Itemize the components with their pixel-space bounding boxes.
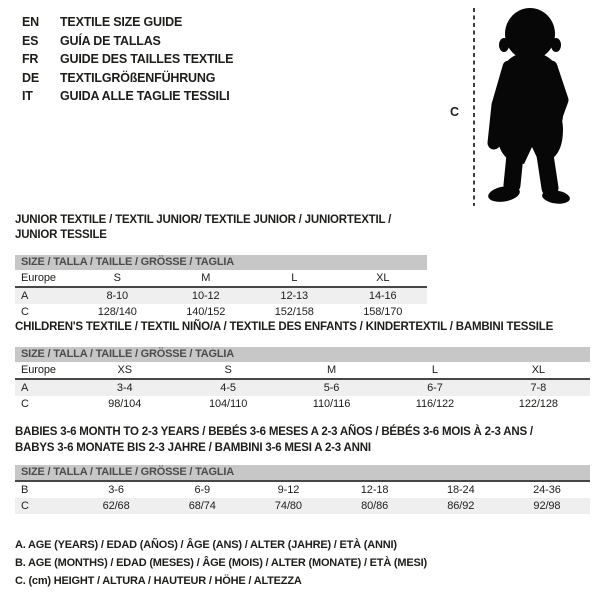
cell: 158/170 bbox=[363, 306, 403, 318]
note-a: A. AGE (YEARS) / EDAD (AÑOS) / ÂGE (ANS) / ALTER (JAHRE) / ETÀ (ANNI) bbox=[15, 539, 397, 551]
section-title-line-2: BABYS 3-6 MONATE BIS 2-3 JAHRE / BAMBINI 3-6 MESI A 2-3 ANNI bbox=[15, 442, 371, 454]
lang-row-es bbox=[22, 32, 233, 51]
height-measure-dashed-line bbox=[473, 8, 475, 206]
cell: 86/92 bbox=[447, 500, 475, 512]
table-row bbox=[15, 396, 590, 412]
lang-code: EN bbox=[22, 15, 39, 30]
size-table-junior bbox=[15, 255, 427, 320]
cell: 92/98 bbox=[533, 500, 561, 512]
cell: 68/74 bbox=[188, 500, 216, 512]
table-row bbox=[15, 304, 427, 320]
cell: 8-10 bbox=[106, 290, 129, 302]
section-title-line-1: BABIES 3-6 MONTH TO 2-3 YEARS / BEBÉS 3-6 MESES A 2-3 AÑOS / BÉBÉS 3-6 MOIS À 2-3 ANS / bbox=[15, 426, 533, 438]
baby-silhouette-icon bbox=[483, 5, 575, 207]
lang-code: IT bbox=[22, 89, 33, 104]
lang-row-it bbox=[22, 87, 233, 106]
size-header-bar: SIZE / TALLA / TAILLE / GRÖSSE / TAGLIA bbox=[15, 465, 590, 480]
cell: 6-7 bbox=[427, 382, 443, 394]
cell: 12-18 bbox=[360, 484, 389, 496]
cell: 10-12 bbox=[191, 290, 220, 302]
cell: M bbox=[201, 272, 211, 284]
cell: 98/104 bbox=[108, 398, 142, 410]
row-label: C bbox=[21, 500, 29, 512]
section-title bbox=[15, 424, 590, 456]
lang-title: GUIDA ALLE TAGLIE TESSILI bbox=[60, 89, 230, 104]
cell: 5-6 bbox=[323, 382, 340, 394]
legend-notes bbox=[15, 536, 427, 590]
lang-row-en bbox=[22, 13, 233, 32]
babies-textile-section bbox=[15, 424, 590, 514]
table-row bbox=[15, 380, 590, 396]
size-header-bar: SIZE / TALLA / TAILLE / GRÖSSE / TAGLIA bbox=[15, 347, 590, 362]
cell: XL bbox=[531, 364, 545, 376]
table-row bbox=[15, 482, 590, 498]
lang-code: DE bbox=[22, 70, 39, 85]
lang-title: TEXTILGRÖßENFÜHRUNG bbox=[60, 70, 216, 85]
cell: 7-8 bbox=[530, 382, 547, 394]
height-measure-label: C bbox=[450, 105, 460, 119]
cell: XL bbox=[376, 272, 390, 284]
note-b: B. AGE (MONTHS) / EDAD (MESES) / ÂGE (MOIS) / ALTER (MONATE) / ETÀ (MESI) bbox=[15, 557, 427, 569]
lang-row-fr bbox=[22, 50, 233, 69]
cell: 140/152 bbox=[186, 306, 226, 318]
row-label: C bbox=[21, 306, 29, 318]
cell: 12-13 bbox=[280, 290, 309, 302]
section-title: JUNIOR TEXTILE / TEXTIL JUNIOR/ TEXTILE JUNIOR / JUNIORTEXTIL / JUNIOR TESSILE bbox=[15, 214, 392, 241]
lang-title: GUÍA DE TALLAS bbox=[60, 33, 161, 48]
cell: 110/116 bbox=[312, 398, 351, 410]
cell: 122/128 bbox=[518, 398, 558, 410]
cell: 80/86 bbox=[361, 500, 389, 512]
lang-title: GUIDE DES TAILLES TEXTILE bbox=[60, 52, 234, 67]
row-label: A bbox=[21, 290, 29, 302]
lang-code: FR bbox=[22, 52, 39, 67]
table-row bbox=[15, 362, 590, 378]
cell: 104/110 bbox=[208, 398, 248, 410]
row-label: Europe bbox=[21, 272, 56, 284]
table-row bbox=[15, 288, 427, 304]
cell: 3-4 bbox=[116, 382, 133, 394]
cell: S bbox=[224, 364, 232, 376]
section-title: CHILDREN'S TEXTILE / TEXTIL NIÑO/A / TEXTILE DES ENFANTS / KINDERTEXTIL / BAMBINI TESSILE bbox=[15, 321, 554, 333]
cell: M bbox=[326, 364, 337, 376]
note-c: C. (cm) HEIGHT / ALTURA / HAUTEUR / HÖHE / ALTEZZA bbox=[15, 575, 302, 587]
cell: 74/80 bbox=[274, 500, 302, 512]
cell: 3-6 bbox=[108, 484, 124, 496]
cell: 18-24 bbox=[446, 484, 475, 496]
row-label: C bbox=[21, 398, 29, 410]
lang-code: ES bbox=[22, 33, 39, 48]
size-header-bar: SIZE / TALLA / TAILLE / GRÖSSE / TAGLIA bbox=[15, 255, 427, 270]
cell: 14-16 bbox=[368, 290, 397, 302]
lang-title: TEXTILE SIZE GUIDE bbox=[60, 15, 183, 30]
cell: XS bbox=[117, 364, 132, 376]
table-row bbox=[15, 270, 427, 286]
children-textile-section bbox=[15, 320, 590, 412]
cell: 116/122 bbox=[415, 398, 455, 410]
size-table-babies bbox=[15, 465, 590, 514]
cell: 6-9 bbox=[194, 484, 211, 496]
table-row bbox=[15, 498, 590, 514]
size-table-children bbox=[15, 347, 590, 412]
cell: 152/158 bbox=[274, 306, 314, 318]
cell: 4-5 bbox=[220, 382, 236, 394]
cell: S bbox=[113, 272, 121, 284]
cell: 128/140 bbox=[97, 306, 137, 318]
row-label: Europe bbox=[21, 364, 56, 376]
cell: 24-36 bbox=[533, 484, 561, 496]
language-title-list bbox=[22, 13, 233, 106]
cell: L bbox=[291, 272, 298, 284]
cell: L bbox=[431, 364, 438, 376]
cell: 9-12 bbox=[277, 484, 300, 496]
row-label: B bbox=[21, 484, 29, 496]
lang-row-de bbox=[22, 69, 233, 88]
row-label: A bbox=[21, 382, 29, 394]
cell: 62/68 bbox=[102, 500, 130, 512]
junior-textile-section bbox=[15, 213, 427, 320]
